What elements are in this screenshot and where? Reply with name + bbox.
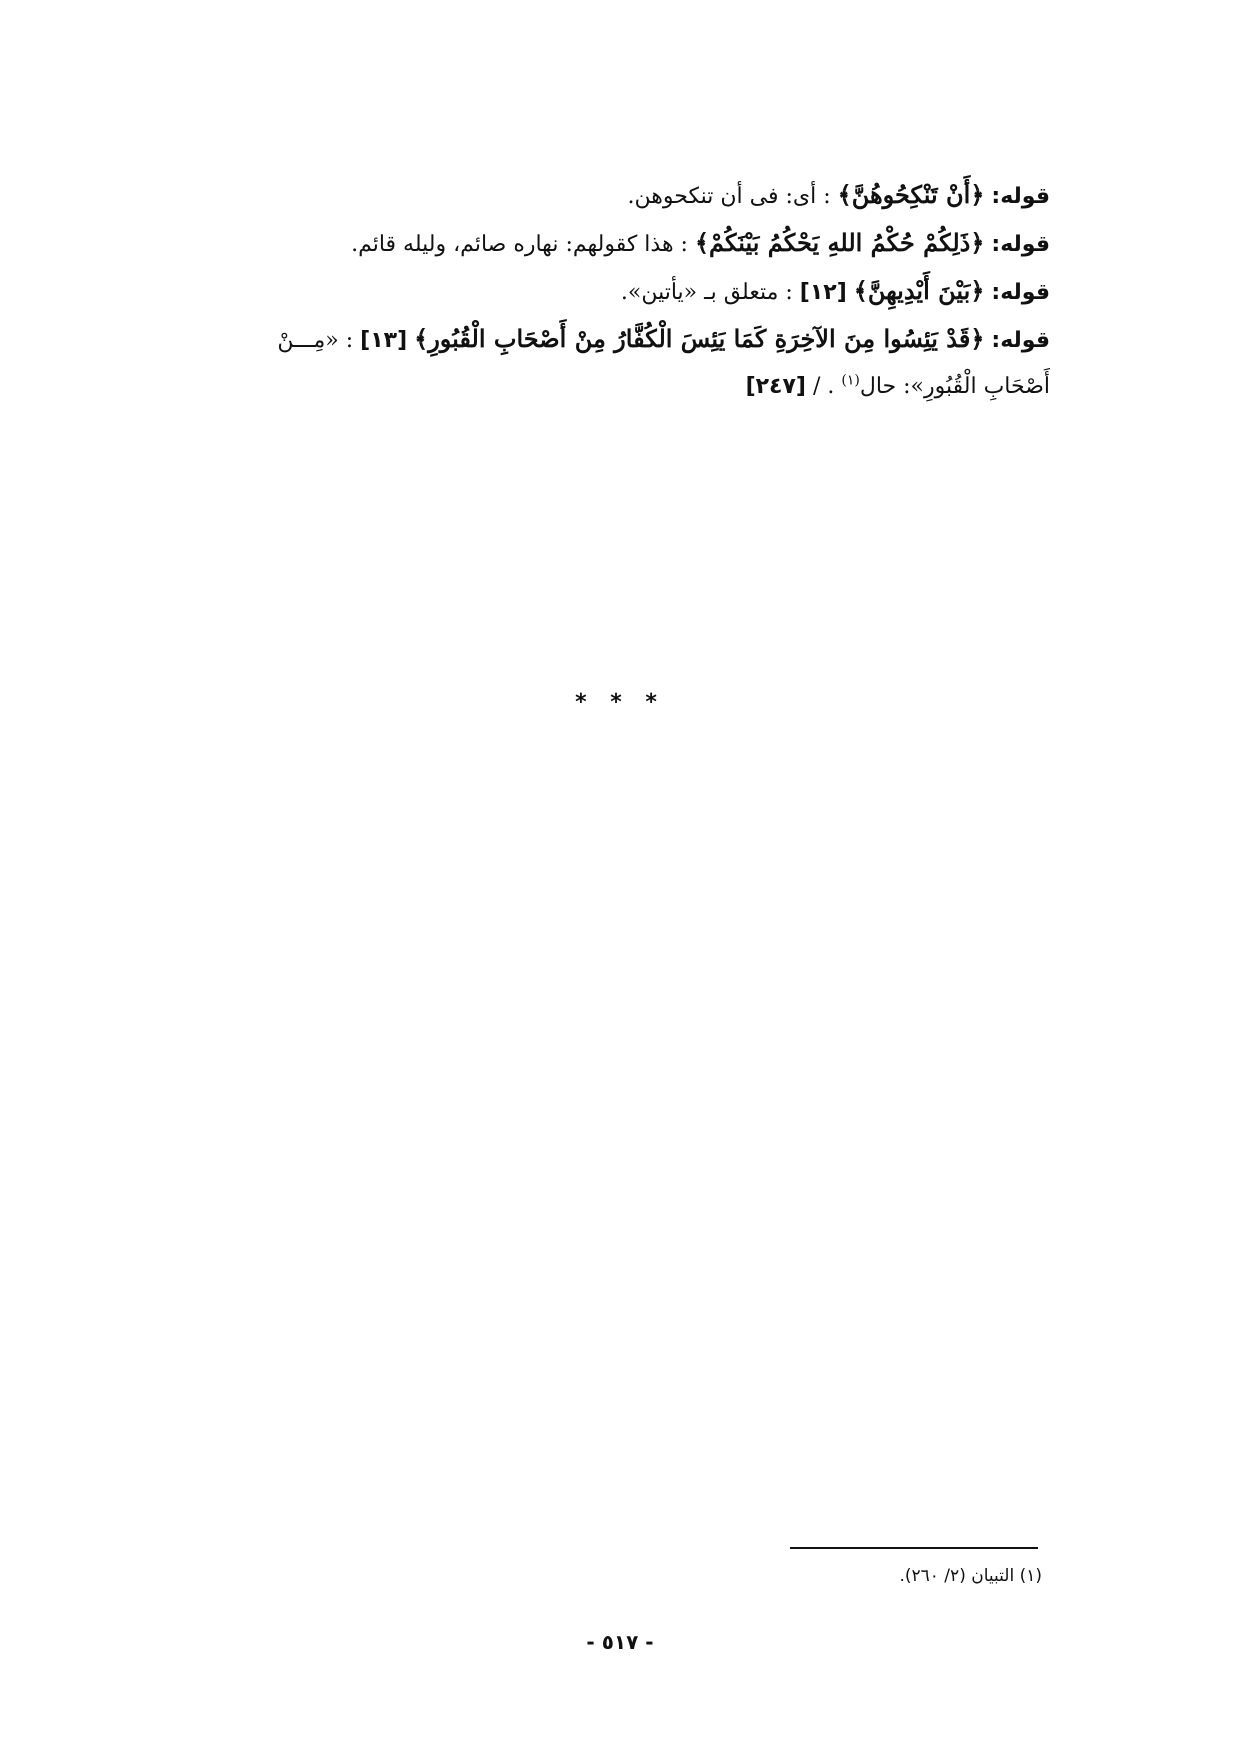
commentary: : هذا كقولهم: نهاره صائم، وليله قائم.: [351, 232, 688, 257]
entry-line: [190, 268, 1050, 316]
page-number: - ٥١٧ -: [586, 1630, 654, 1654]
entry-label: قوله:: [991, 328, 1050, 353]
commentary: : أى: فى أن تنكحوهن.: [627, 184, 831, 209]
continuation-text: أَصْحَابِ الْقُبُورِ»: حال: [859, 374, 1050, 399]
section-separator: * * *: [575, 690, 665, 715]
entry-label: قوله:: [991, 280, 1050, 305]
entry-label: قوله:: [991, 184, 1050, 209]
entry-line: [190, 316, 1050, 364]
verse-number: [١٣]: [360, 328, 408, 353]
footnote: (١) التبيان (٢/ ٢٦٠).: [899, 1566, 1042, 1586]
continuation-line: [190, 364, 1050, 410]
footnote-marker: (١): [841, 372, 860, 389]
page-marker: [٢٤٧]: [745, 374, 806, 399]
continuation-end: . /: [812, 374, 835, 399]
commentary: : متعلق بـ «يأتين».: [620, 280, 793, 305]
entry-line: [190, 220, 1050, 268]
main-text: [190, 172, 1050, 410]
quran-verse: ﴿ذَلِكُمْ حُكْمُ اللهِ يَحْكُمُ بَيْنَكُمْ﴾: [694, 228, 985, 257]
quran-verse: ﴿أَنْ تَنْكِحُوهُنَّ﴾: [837, 180, 985, 209]
entry-label: قوله:: [991, 232, 1050, 257]
footnote-divider: [790, 1547, 1038, 1549]
verse-number: [١٢]: [799, 280, 847, 305]
commentary: : «مِـــنْ: [277, 328, 354, 353]
quran-verse: ﴿قَدْ يَئِسُوا مِنَ الآخِرَةِ كَمَا يَئِسَ الْكُفَّارُ مِنْ أَصْحَابِ الْقُبُورِ﴾: [414, 324, 985, 353]
entry-line: [190, 172, 1050, 220]
quran-verse: ﴿بَيْنَ أَيْدِيهِنَّ﴾: [853, 276, 985, 305]
